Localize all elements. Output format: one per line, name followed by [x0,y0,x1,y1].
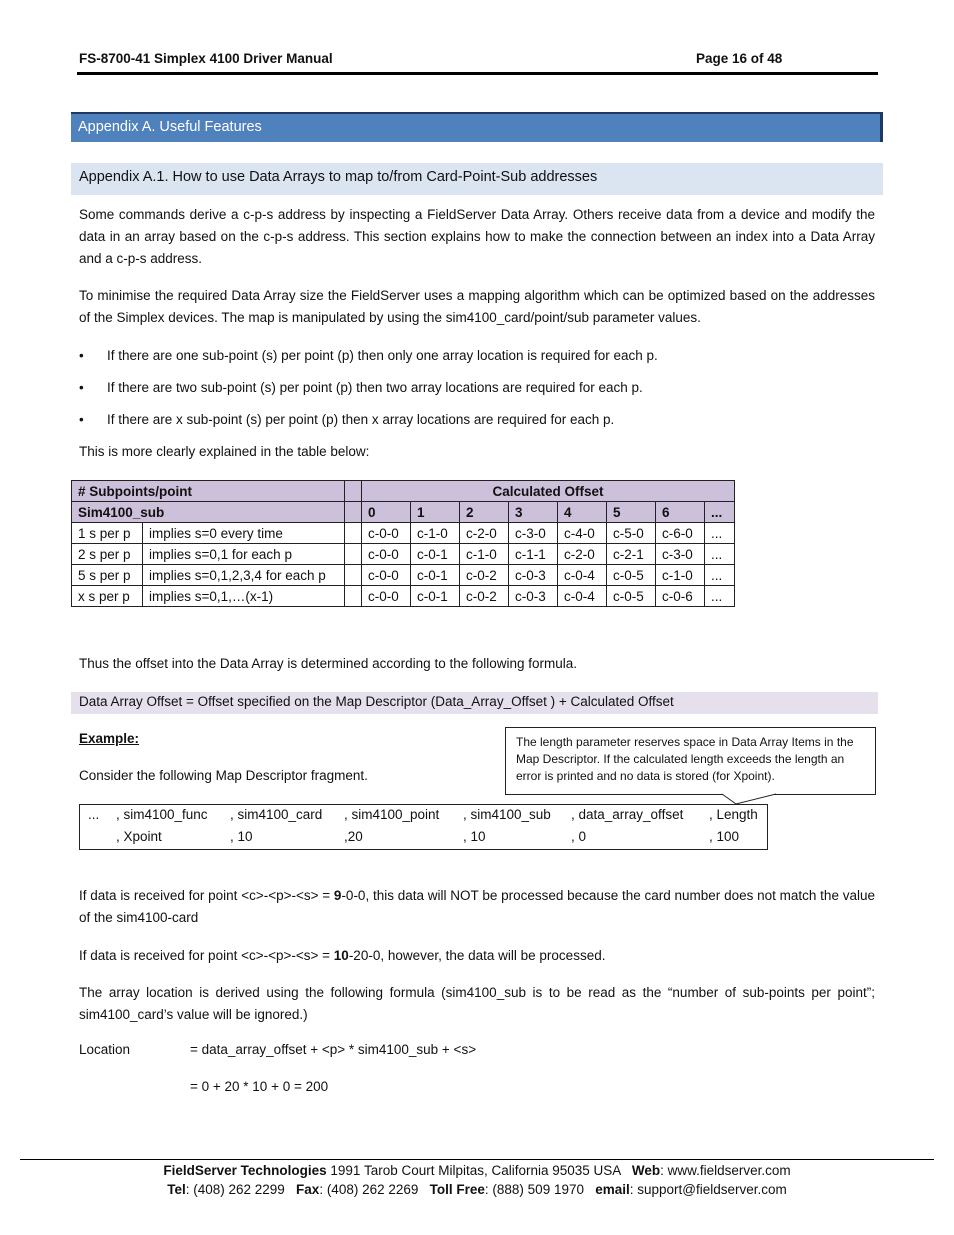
tel-number: : (408) 262 2299 [185,1182,297,1197]
table-cell: c-0-5 [607,586,656,607]
para-text: If data is received for point <c>-<p>-<s> = [79,888,334,903]
section-heading [71,163,883,195]
table-header-row [72,502,735,523]
fragment-cell: ,20 [344,829,363,844]
footer-address-line [0,1163,954,1178]
bullet-text: If there are two sub-point (s) per point (p) then two array locations are required for each p. [107,380,643,395]
header-calculated-offset: Calculated Offset [362,481,735,502]
table-cell: ... [705,565,735,586]
table-cell: c-0-0 [362,565,411,586]
fragment-cell: , 0 [571,829,587,844]
row-label: 2 s per p [72,544,143,565]
appendix-heading [71,112,883,142]
table-cell: c-0-2 [460,586,509,607]
location-label: Location [79,1042,131,1057]
spacer-cell [345,586,362,607]
table-cell: c-0-3 [509,565,558,586]
column-header: 3 [509,502,558,523]
spacer-cell [345,565,362,586]
row-description: implies s=0,1,…(x-1) [143,586,345,607]
table-cell: c-1-1 [509,544,558,565]
length-callout: The length parameter reserves space in Data Array Items in the Map Descriptor. If the calculated length exceeds the length an error is printed and no data is stored (for Xpoint). [505,727,876,795]
paragraph-offset: Thus the offset into the Data Array is determined according to the following formula. [79,656,578,671]
column-header: 1 [411,502,460,523]
table-header-row [72,481,735,502]
table-cell: c-0-3 [509,586,558,607]
fragment-cell: , 10 [230,829,253,844]
paragraph-processed [79,945,875,967]
example-label: Example: [79,731,140,746]
fragment-cell: , 100 [709,829,740,844]
column-header: 5 [607,502,656,523]
table-intro: This is more clearly explained in the table below: [79,444,370,459]
company-address: 1991 Tarob Court Milpitas, California 95035 USA [326,1163,632,1178]
offset-formula [71,692,878,714]
table-cell: c-0-5 [607,565,656,586]
fax-label: Fax [296,1182,320,1197]
tel-label: Tel [167,1182,186,1197]
table-cell: c-0-2 [460,565,509,586]
spacer-cell [345,481,362,502]
table-cell: c-0-4 [558,565,607,586]
location-formula: = data_array_offset + <p> * sim4100_sub + <s> [190,1042,477,1057]
fragment-cell: , sim4100_sub [463,807,551,822]
table-cell: c-0-1 [411,565,460,586]
map-descriptor-fragment [79,804,768,850]
paragraph-not-processed [79,885,875,929]
table-cell: c-1-0 [411,523,460,544]
table-cell: c-5-0 [607,523,656,544]
spacer-cell [345,523,362,544]
fragment-cell: , 10 [463,829,486,844]
table-cell: c-0-1 [411,586,460,607]
column-header: 0 [362,502,411,523]
table-cell: c-3-0 [656,544,705,565]
table-cell: c-2-0 [558,544,607,565]
offset-formula-text: Data Array Offset = Offset specified on the Map Descriptor (Data_Array_Offset ) + Calculated Offset [79,694,674,709]
table-cell: c-0-1 [411,544,460,565]
web-address: : www.fieldserver.com [660,1163,791,1178]
email-label: email [595,1182,630,1197]
fragment-cell: , Length [709,807,758,822]
column-header: 6 [656,502,705,523]
row-description: implies s=0,1,2,3,4 for each p [143,565,345,586]
table-cell: c-0-0 [362,586,411,607]
fragment-cell: , sim4100_func [116,807,208,822]
paragraph-mapping: To minimise the required Data Array size the FieldServer uses a mapping algorithm which can be optimized based on the addresses of the Simplex devices. The map is manipulated by using the sim4100_card/point/sub parameter values. [79,288,875,325]
row-description: implies s=0,1 for each p [143,544,345,565]
spacer-cell [345,502,362,523]
bullet-icon: • [79,412,84,427]
footer-contact-line [0,1182,954,1197]
row-label: 5 s per p [72,565,143,586]
header-subpoints: # Subpoints/point [72,481,345,502]
header-divider [77,72,878,75]
table-row [72,544,735,565]
table-cell: c-0-6 [656,586,705,607]
appendix-heading-text: Appendix A. Useful Features [78,119,262,135]
para-bold: 9 [333,888,342,903]
fragment-cell: , Xpoint [116,829,162,844]
document-title: FS-8700-41 Simplex 4100 Driver Manual [79,51,333,66]
paragraph-intro: Some commands derive a c-p-s address by inspecting a FieldServer Data Array. Others receive data from a device and modify the data in an array based on the c-p-s address. This section explains how to make the connection between an index into a Data Array and a c-p-s address. [79,207,875,266]
table-cell: c-6-0 [656,523,705,544]
column-header: ... [705,502,735,523]
bullet-icon: • [79,380,84,395]
table-row [72,586,735,607]
email-address: : support@fieldserver.com [629,1182,787,1197]
bullet-text: If there are one sub-point (s) per point (p) then only one array location is required for each p. [107,348,658,363]
spacer-cell [345,544,362,565]
page-number: Page 16 of 48 [696,51,783,66]
bullet-text: If there are x sub-point (s) per point (p) then x array locations are required for each p. [107,412,615,427]
section-heading-text: Appendix A.1. How to use Data Arrays to map to/from Card-Point-Sub addresses [79,169,598,185]
fragment-cell: , sim4100_card [230,807,323,822]
table-cell: c-1-0 [460,544,509,565]
table-cell: ... [705,523,735,544]
table-cell: c-0-0 [362,544,411,565]
column-header: 2 [460,502,509,523]
para-text: -0-0, this data will NOT be processed because the card number does not match the value of the sim4100-card [79,888,875,925]
table-cell: c-2-0 [460,523,509,544]
row-label: 1 s per p [72,523,143,544]
tollfree-label: Toll Free [429,1182,485,1197]
row-description: implies s=0 every time [143,523,345,544]
fax-number: : (408) 262 2269 [319,1182,430,1197]
footer-divider [20,1159,934,1160]
tollfree-number: : (888) 509 1970 [484,1182,596,1197]
table-cell: c-4-0 [558,523,607,544]
table-row [72,565,735,586]
fragment-cell: ... [88,807,100,822]
table-cell: c-2-1 [607,544,656,565]
bullet-icon: • [79,348,84,363]
location-result: = 0 + 20 * 10 + 0 = 200 [190,1079,329,1094]
table-cell: c-3-0 [509,523,558,544]
fragment-cell: , sim4100_point [344,807,440,822]
offset-table [71,480,735,607]
para-text: If data is received for point <c>-<p>-<s> = [79,948,334,963]
table-cell: c-0-0 [362,523,411,544]
para-bold: 10 [333,948,349,963]
table-cell: ... [705,586,735,607]
consider-text: Consider the following Map Descriptor fragment. [79,768,368,783]
column-header: 4 [558,502,607,523]
fragment-cell: , data_array_offset [571,807,684,822]
table-cell: ... [705,544,735,565]
header-sim4100-sub: Sim4100_sub [72,502,345,523]
table-cell: c-1-0 [656,565,705,586]
table-row [72,523,735,544]
web-label: Web [631,1163,661,1178]
company-name: FieldServer Technologies [163,1163,327,1178]
para-text: -20-0, however, the data will be processed. [348,948,606,963]
table-cell: c-0-4 [558,586,607,607]
paragraph-array-location: The array location is derived using the following formula (sim4100_sub is to be read as the “number of sub-points per point”; sim4100_card’s value will be ignored.) [79,985,875,1022]
row-label: x s per p [72,586,143,607]
